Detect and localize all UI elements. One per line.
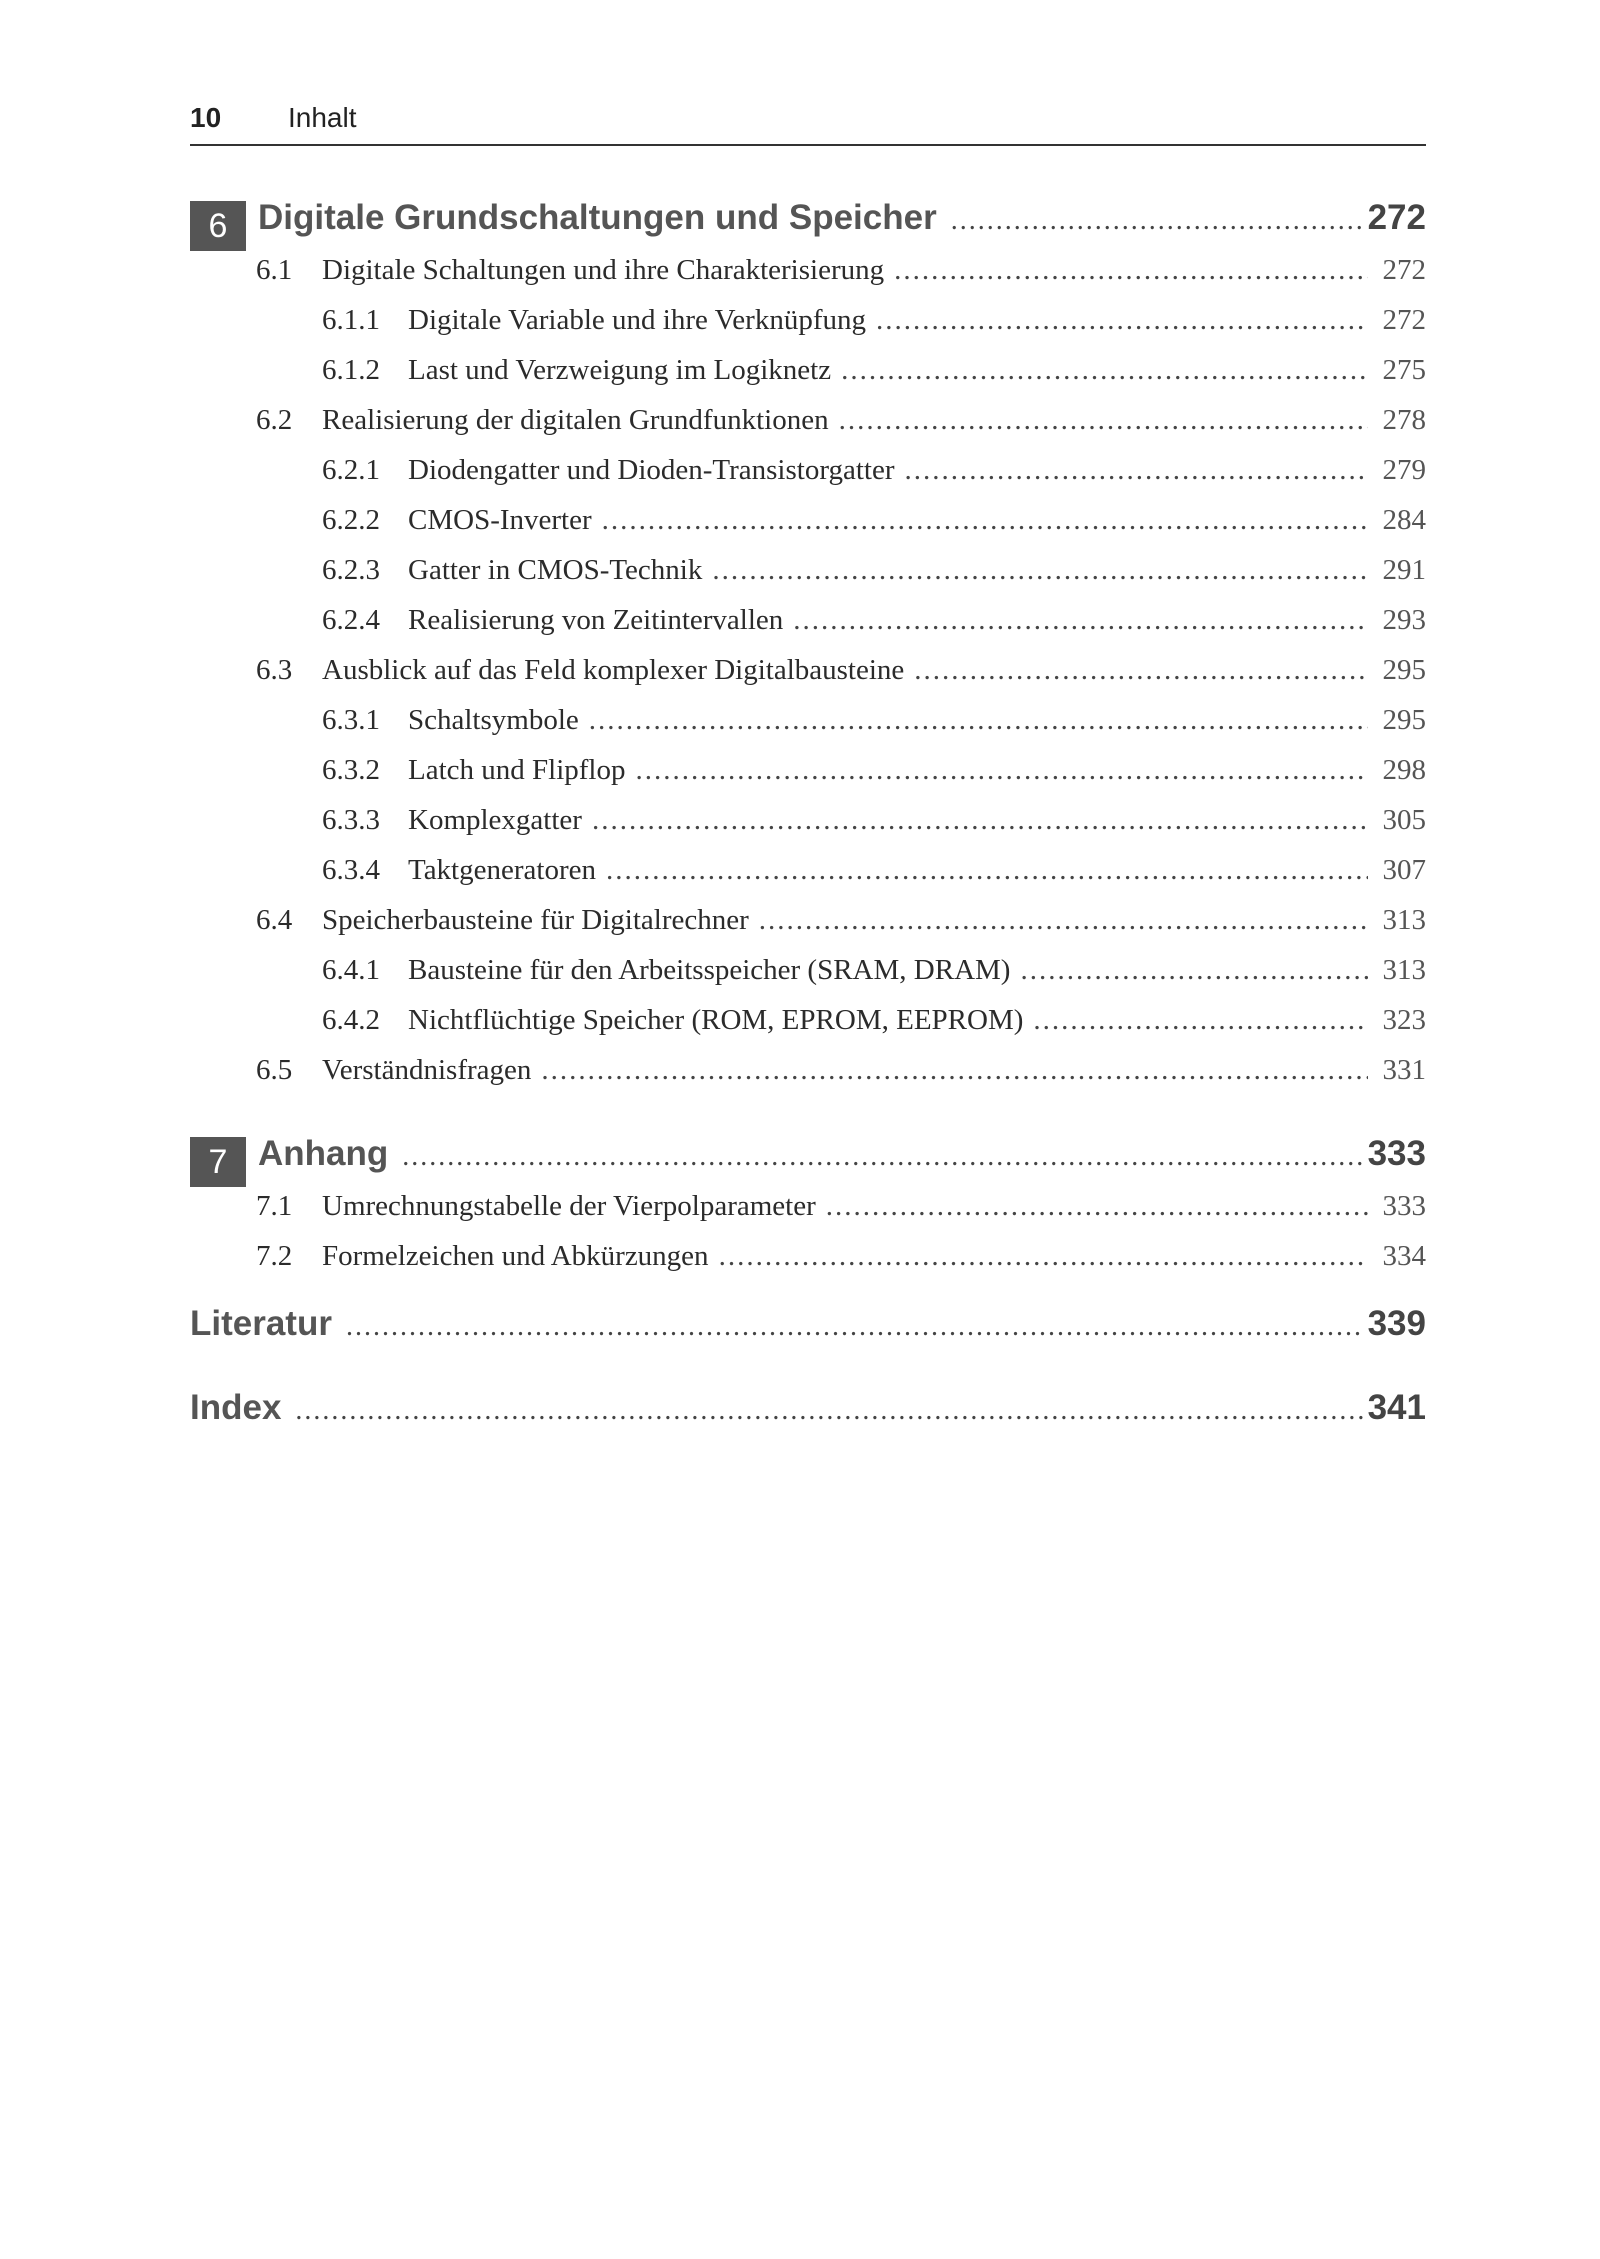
entry-title: Verständnisfragen [322,1054,532,1086]
toc-subsection-entry[interactable] [190,804,1426,854]
entry-number: 6.1.2 [322,354,380,386]
entry-title: Realisierung von Zeitintervallen [408,604,784,636]
entry-page-number: 295 [1382,704,1426,736]
dot-leader [1020,954,1368,987]
toc-subsection-entry[interactable] [190,754,1426,804]
entry-number: 6.3.2 [322,754,380,786]
entry-page-number: 333 [1382,1190,1426,1222]
entry-page-number: 295 [1382,654,1426,686]
entry-number: 6.4.2 [322,1004,380,1036]
table-of-contents [190,198,1426,1472]
header-title: Inhalt [288,102,357,133]
toc-chapter-entry[interactable] [190,1134,1426,1190]
chapter-title: Anhang [258,1134,389,1173]
toc-section-entry[interactable] [190,1054,1426,1104]
dot-leader [826,1190,1368,1223]
dot-leader [602,504,1368,537]
entry-number: 6.1 [256,254,293,286]
entry-title: Digitale Schaltungen und ihre Charakterisierung [322,254,885,286]
entry-number: 7.1 [256,1190,293,1222]
chapter-page-number: 333 [1367,1134,1426,1173]
dot-leader [719,1240,1368,1273]
entry-page-number: 272 [1382,304,1426,336]
toc-section-entry[interactable] [190,404,1426,454]
toc-subsection-entry[interactable] [190,354,1426,404]
toc-subsection-entry[interactable] [190,304,1426,354]
toc-back-matter-entry[interactable] [190,1388,1426,1472]
chapter-number-badge: 7 [190,1137,246,1187]
entry-number: 6.2.2 [322,504,380,536]
entry-number: 6.5 [256,1054,293,1086]
entry-page-number: 305 [1382,804,1426,836]
entry-number: 6.2 [256,404,293,436]
entry-page-number: 284 [1382,504,1426,536]
entry-title: Schaltsymbole [408,704,579,736]
back-matter-title: Index [190,1388,282,1427]
dot-leader [402,1141,1363,1173]
dot-leader [876,304,1368,337]
entry-number: 6.3 [256,654,293,686]
toc-chapter-entry[interactable] [190,198,1426,254]
toc-section-entry[interactable] [190,254,1426,304]
entry-page-number: 298 [1382,754,1426,786]
entry-page-number: 313 [1382,904,1426,936]
entry-number: 7.2 [256,1240,293,1272]
dot-leader [894,254,1368,287]
header-page-number: 10 [190,102,222,133]
entry-title: Gatter in CMOS-Technik [408,554,703,586]
entry-title: Bausteine für den Arbeitsspeicher (SRAM, DRAM) [408,954,1011,986]
entry-number: 6.2.1 [322,454,380,486]
entry-title: Ausblick auf das Feld komplexer Digitalbausteine [322,654,905,686]
dot-leader [589,704,1368,737]
entry-page-number: 313 [1382,954,1426,986]
toc-subsection-entry[interactable] [190,1004,1426,1054]
dot-leader [1033,1004,1368,1037]
dot-leader [592,804,1368,837]
toc-subsection-entry[interactable] [190,704,1426,754]
dot-leader [839,404,1368,437]
back-matter-title: Literatur [190,1304,332,1343]
entry-title: Speicherbausteine für Digitalrechner [322,904,749,936]
entry-title: Formelzeichen und Abkürzungen [322,1240,709,1272]
back-matter-page-number: 341 [1367,1388,1426,1427]
toc-subsection-entry[interactable] [190,954,1426,1004]
entry-title: Nichtflüchtige Speicher (ROM, EPROM, EEPROM) [408,1004,1024,1036]
entry-number: 6.1.1 [322,304,380,336]
entry-page-number: 278 [1382,404,1426,436]
entry-number: 6.2.3 [322,554,380,586]
entry-title: Taktgeneratoren [408,854,596,886]
entry-number: 6.3.1 [322,704,380,736]
toc-section-entry[interactable] [190,904,1426,954]
chapter-spacer [190,1290,1426,1304]
toc-subsection-entry[interactable] [190,604,1426,654]
toc-section-entry[interactable] [190,1190,1426,1240]
toc-subsection-entry[interactable] [190,504,1426,554]
entry-page-number: 323 [1382,1004,1426,1036]
toc-subsection-entry[interactable] [190,454,1426,504]
toc-back-matter-entry[interactable] [190,1304,1426,1388]
entry-page-number: 334 [1382,1240,1426,1272]
entry-page-number: 331 [1382,1054,1426,1086]
entry-title: Komplexgatter [408,804,582,836]
chapter-title: Digitale Grundschaltungen und Speicher [258,198,937,237]
entry-title: Diodengatter und Dioden-Transistorgatter [408,454,895,486]
entry-page-number: 279 [1382,454,1426,486]
toc-subsection-entry[interactable] [190,554,1426,604]
entry-page-number: 272 [1382,254,1426,286]
entry-page-number: 291 [1382,554,1426,586]
dot-leader [295,1395,1363,1427]
entry-number: 6.3.4 [322,854,380,886]
dot-leader [759,904,1368,937]
entry-title: CMOS-Inverter [408,504,592,536]
entry-number: 6.2.4 [322,604,380,636]
entry-title: Latch und Flipflop [408,754,626,786]
entry-title: Umrechnungstabelle der Vierpolparameter [322,1190,816,1222]
entry-page-number: 275 [1382,354,1426,386]
toc-section-entry[interactable] [190,1240,1426,1290]
dot-leader [904,454,1368,487]
entry-number: 6.4 [256,904,293,936]
dot-leader [635,754,1368,787]
dot-leader [541,1054,1368,1087]
entry-title: Digitale Variable und ihre Verknüpfung [408,304,866,336]
dot-leader [712,554,1368,587]
chapter-page-number: 272 [1367,198,1426,237]
dot-leader [793,604,1368,637]
dot-leader [914,654,1368,687]
entry-number: 6.4.1 [322,954,380,986]
back-matter-page-number: 339 [1367,1304,1426,1343]
dot-leader [841,354,1368,387]
dot-leader [951,205,1364,237]
entry-page-number: 293 [1382,604,1426,636]
dot-leader [346,1311,1364,1343]
toc-section-entry[interactable] [190,654,1426,704]
dot-leader [606,854,1368,887]
toc-subsection-entry[interactable] [190,854,1426,904]
chapter-spacer [190,1104,1426,1134]
chapter-number-badge: 6 [190,201,246,251]
running-header [190,98,1426,146]
entry-number: 6.3.3 [322,804,380,836]
entry-page-number: 307 [1382,854,1426,886]
entry-title: Last und Verzweigung im Logiknetz [408,354,832,386]
entry-title: Realisierung der digitalen Grundfunktionen [322,404,829,436]
